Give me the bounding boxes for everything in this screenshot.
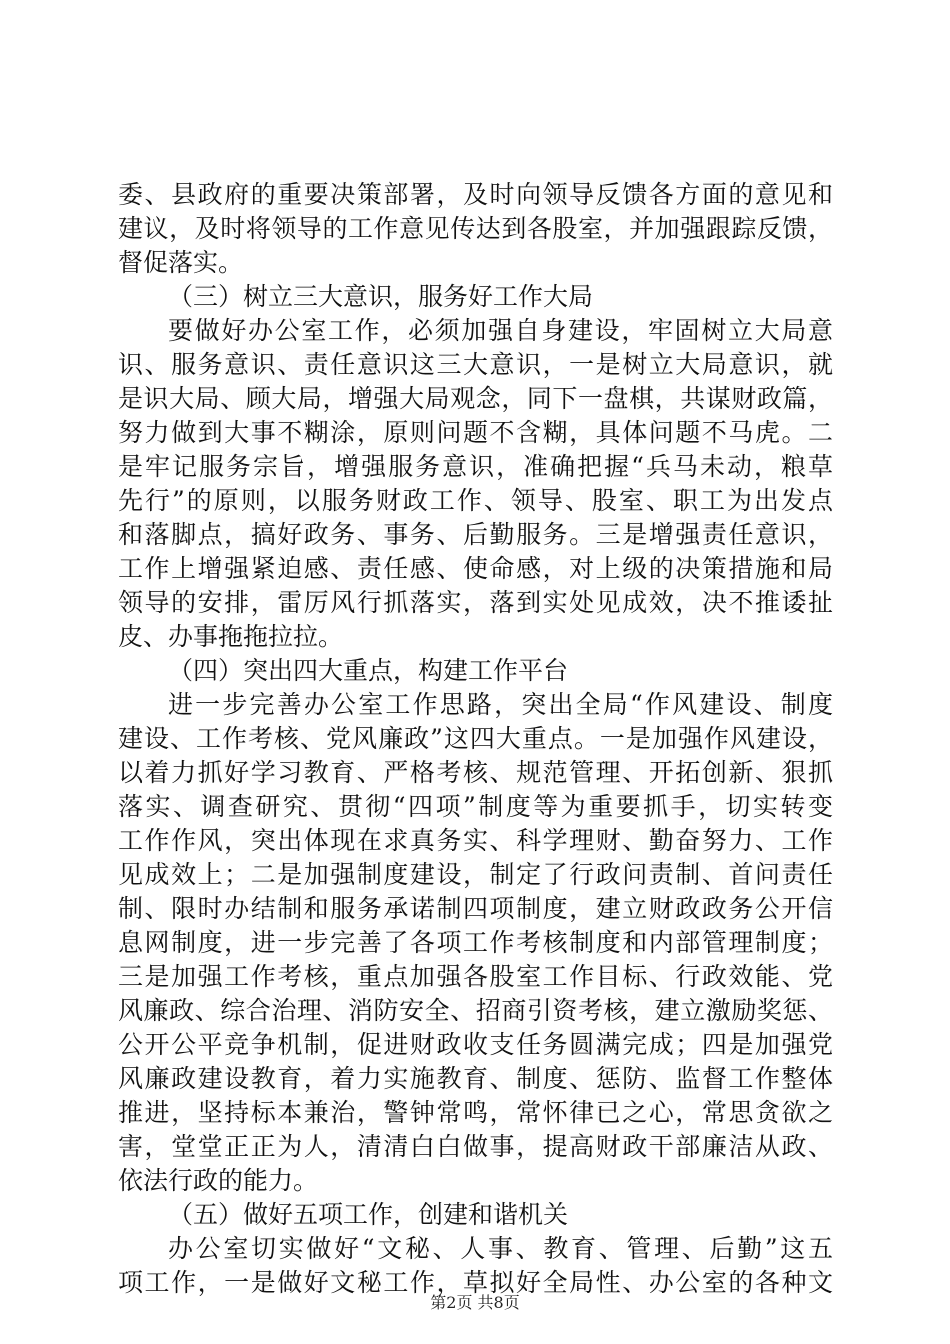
text-line: 制、限时办结制和服务承诺制四项制度，建立财政政务公开信 (118, 894, 833, 923)
text-line: 皮、办事拖拖拉拉。 (118, 622, 344, 651)
text-line: （三）树立三大意识，服务好工作大局 (168, 282, 594, 311)
text-line: 风廉政建设教育，着力实施教育、制度、惩防、监督工作整体 (118, 1064, 833, 1093)
text-line: 落实、调查研究、贯彻“四项”制度等为重要抓手，切实转变 (118, 792, 833, 821)
text-line: 委、县政府的重要决策部署，及时向领导反馈各方面的意见和 (118, 180, 833, 209)
document-body (118, 178, 833, 1300)
text-line: 进一步完善办公室工作思路，突出全局“作风建设、制度 (168, 690, 833, 719)
text-line: 督促落实。 (118, 248, 244, 277)
text-line: 推进，坚持标本兼治，警钟常鸣，常怀律已之心，常思贪欲之 (118, 1098, 833, 1127)
text-line: 努力做到大事不糊涂，原则问题不含糊，具体问题不马虎。二 (118, 418, 833, 447)
text-line: 和落脚点，搞好政务、事务、后勤服务。三是增强责任意识， (118, 520, 833, 549)
text-line: 三是加强工作考核，重点加强各股室工作目标、行政效能、党 (118, 962, 833, 991)
text-line: 项工作，一是做好文秘工作，草拟好全局性、办公室的各种文 (118, 1268, 833, 1297)
text-line: 建议，及时将领导的工作意见传达到各股室，并加强跟踪反馈， (118, 214, 833, 243)
text-line: （四）突出四大重点，构建工作平台 (168, 656, 569, 685)
text-line: 办公室切实做好“文秘、人事、教育、管理、后勤”这五 (168, 1234, 833, 1263)
text-line: 先行”的原则，以服务财政工作、领导、股室、职工为出发点 (118, 486, 833, 515)
text-line: 是牢记服务宗旨，增强服务意识，准确把握“兵马未动，粮草 (118, 452, 833, 481)
page-footer: 第2页 共8页 (430, 1293, 520, 1312)
text-line: 见成效上；二是加强制度建设，制定了行政问责制、首问责任 (118, 860, 833, 889)
text-line: 公开公平竞争机制，促进财政收支任务圆满完成；四是加强党 (118, 1030, 833, 1059)
text-line: 风廉政、综合治理、消防安全、招商引资考核，建立激励奖惩、 (118, 996, 833, 1025)
text-line: 是识大局、顾大局，增强大局观念，同下一盘棋，共谋财政篇， (118, 384, 833, 413)
text-line: 以着力抓好学习教育、严格考核、规范管理、开拓创新、狠抓 (118, 758, 833, 787)
text-line: 领导的安排，雷厉风行抓落实，落到实处见成效，决不推诿扯 (118, 588, 833, 617)
text-line: （五）做好五项工作，创建和谐机关 (168, 1200, 569, 1229)
text-line: 依法行政的能力。 (118, 1166, 319, 1195)
text-line: 要做好办公室工作，必须加强自身建设，牢固树立大局意 (168, 316, 833, 345)
text-line: 识、服务意识、责任意识这三大意识，一是树立大局意识，就 (118, 350, 833, 379)
text-line: 工作上增强紧迫感、责任感、使命感，对上级的决策措施和局 (118, 554, 833, 583)
text-line: 害，堂堂正正为人，清清白白做事，提高财政干部廉洁从政、 (118, 1132, 833, 1161)
text-line: 工作作风，突出体现在求真务实、科学理财、勤奋努力、工作 (118, 826, 833, 855)
text-line: 息网制度，进一步完善了各项工作考核制度和内部管理制度； (118, 928, 833, 957)
text-line: 建设、工作考核、党风廉政”这四大重点。一是加强作风建设， (118, 724, 833, 753)
